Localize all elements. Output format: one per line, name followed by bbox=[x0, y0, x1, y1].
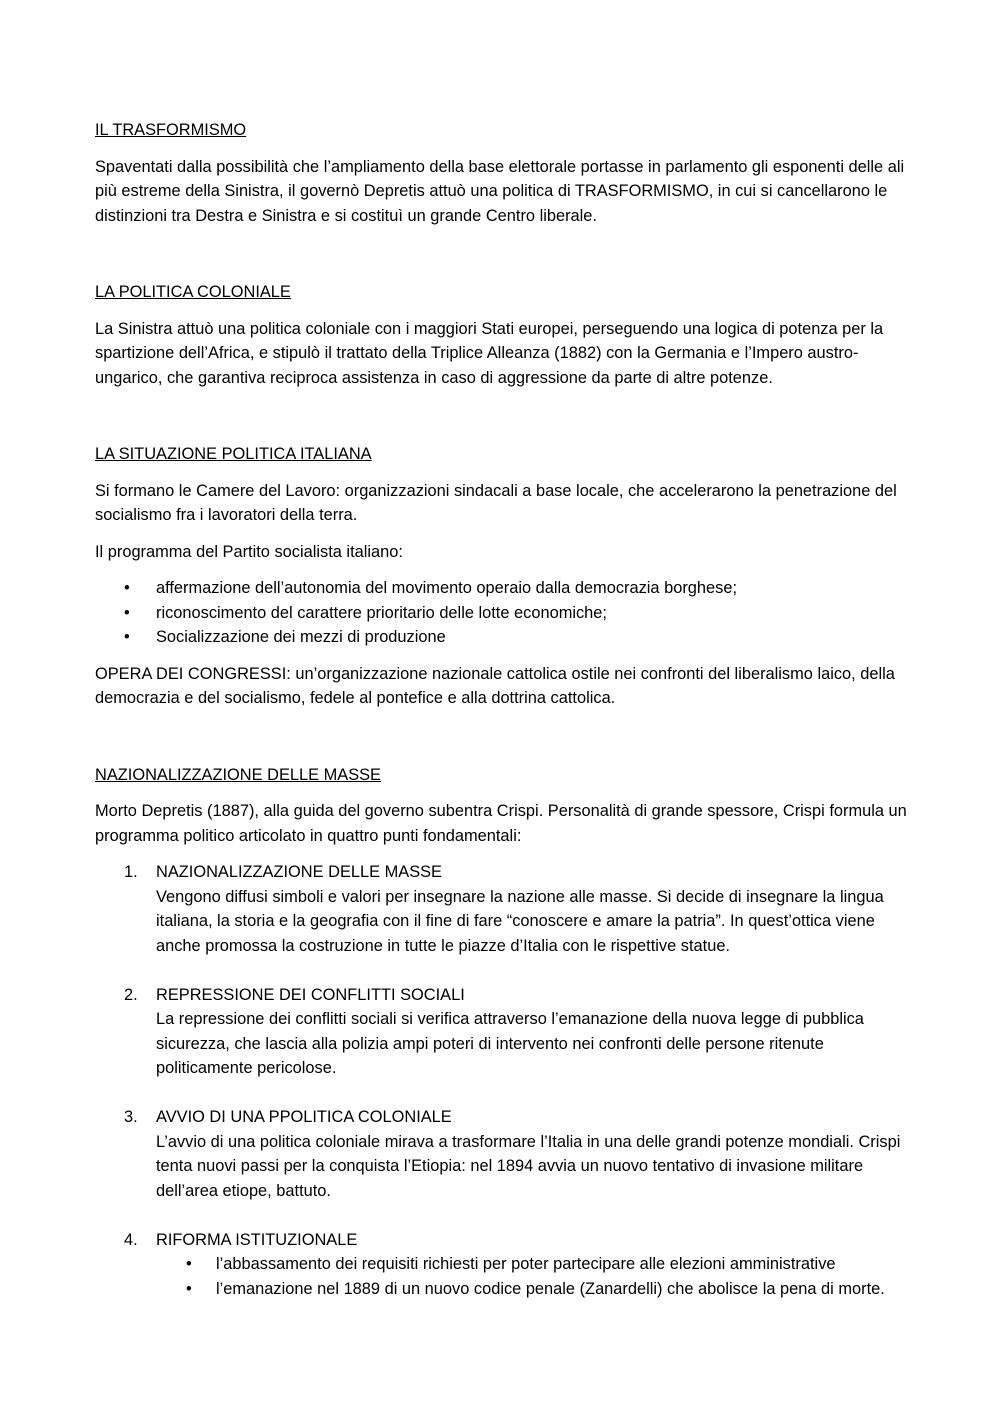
item-title: RIFORMA ISTITUZIONALE bbox=[156, 1230, 358, 1249]
paragraph: Il programma del Partito socialista italiano: bbox=[95, 542, 403, 561]
list-item-text: l’abbassamento dei requisiti richiesti per poter partecipare alle elezioni amministrative bbox=[216, 1255, 836, 1273]
section-heading: IL TRASFORMISMO bbox=[95, 121, 247, 139]
list-item bbox=[156, 1252, 910, 1277]
item-number: 4. bbox=[124, 1230, 138, 1249]
paragraph: La Sinistra attuò una politica coloniale con i maggiori Stati europei, perseguendo una logica di potenza per la spartizione dell’Africa, e stipulò il trattato della Triplice Alleanza (1882) con la Germania e l’Impero austro-ungarico, che garantiva reciproca assistenza in caso di aggressione da parte di altre potenze. bbox=[95, 319, 884, 387]
item-title: NAZIONALIZZAZIONE DELLE MASSE bbox=[156, 863, 442, 881]
list-item bbox=[95, 601, 910, 626]
item-text: La repressione dei conflitti sociali si verifica attraverso l’emanazione della nuova legge di pubblica sicurezza, che lascia alla polizia ampi poteri di intervento nei confronti delle persone ritenute politicamente pericolose. bbox=[156, 1010, 864, 1077]
list-item bbox=[95, 576, 910, 601]
section-trasformismo bbox=[95, 118, 910, 228]
bullet-icon: • bbox=[124, 628, 130, 646]
item-text: Vengono diffusi simboli e valori per insegnare la nazione alle masse. Si decide di insegnare la lingua italiana, la storia e la geografia con il fine di fare “conoscere e amare la patria”. In quest’ottica viene anche promossa la costruzione in tutte le piazze d’Italia con le rispettive statue. bbox=[156, 887, 884, 955]
paragraph: OPERA DEI CONGRESSI: un’organizzazione nazionale cattolica ostile nei confronti del liberalismo laico, della democrazia e del socialismo, fedele al pontefice e alla dottrina cattolica. bbox=[95, 664, 895, 707]
item-number: 3. bbox=[124, 1108, 138, 1126]
paragraph: Morto Depretis (1887), alla guida del governo subentra Crispi. Personalità di grande spessore, Crispi formula un programma politico articolato in quattro punti fondamentali: bbox=[95, 802, 907, 845]
bullet-list bbox=[95, 576, 910, 650]
list-item-text: riconoscimento del carattere prioritario delle lotte economiche; bbox=[156, 603, 607, 622]
numbered-item bbox=[95, 983, 910, 1081]
sub-bullet-list bbox=[156, 1252, 910, 1301]
item-text: L’avvio di una politica coloniale mirava a trasformare l’Italia in una delle grandi potenze mondiali. Crispi tenta nuovi passi per la conquista l’Etiopia: nel 1894 avvia un nuovo tentativo di invasione militare dell’area etiope, battuto. bbox=[156, 1132, 901, 1200]
list-item-text: l’emanazione nel 1889 di un nuovo codice penale (Zanardelli) che abolisce la pena di morte. bbox=[216, 1279, 885, 1298]
section-situazione-politica bbox=[95, 442, 910, 711]
bullet-icon: • bbox=[124, 603, 130, 622]
numbered-item bbox=[95, 860, 910, 958]
bullet-icon: • bbox=[186, 1279, 192, 1298]
item-number: 1. bbox=[124, 863, 138, 881]
numbered-list bbox=[95, 860, 910, 1301]
list-item bbox=[156, 1277, 910, 1302]
numbered-item bbox=[95, 1105, 910, 1203]
item-title: AVVIO DI UNA PPOLITICA COLONIALE bbox=[156, 1108, 452, 1126]
bullet-icon: • bbox=[124, 579, 130, 597]
section-politica-coloniale bbox=[95, 280, 910, 390]
item-number: 2. bbox=[124, 985, 138, 1004]
list-item bbox=[95, 625, 910, 650]
item-title: REPRESSIONE DEI CONFLITTI SOCIALI bbox=[156, 985, 465, 1004]
numbered-item bbox=[95, 1228, 910, 1302]
section-heading: LA POLITICA COLONIALE bbox=[95, 283, 291, 301]
section-heading: NAZIONALIZZAZIONE DELLE MASSE bbox=[95, 765, 381, 784]
document-page bbox=[95, 118, 910, 1301]
list-item-text: affermazione dell’autonomia del movimento operaio dalla democrazia borghese; bbox=[156, 579, 737, 597]
section-heading: LA SITUAZIONE POLITICA ITALIANA bbox=[95, 445, 372, 463]
paragraph: Spaventati dalla possibilità che l’ampliamento della base elettorale portasse in parlamento gli esponenti delle ali più estreme della Sinistra, il governò Depretis attuò una politica di TRASFORMISMO, in cui si cancellarono le distinzioni tra Destra e Sinistra e si costituì un grande Centro liberale. bbox=[95, 157, 905, 225]
section-nazionalizzazione bbox=[95, 763, 910, 1302]
list-item-text: Socializzazione dei mezzi di produzione bbox=[156, 628, 446, 646]
paragraph: Si formano le Camere del Lavoro: organizzazioni sindacali a base locale, che accelerarono la penetrazione del socialismo fra i lavoratori della terra. bbox=[95, 481, 897, 524]
bullet-icon: • bbox=[186, 1255, 192, 1273]
